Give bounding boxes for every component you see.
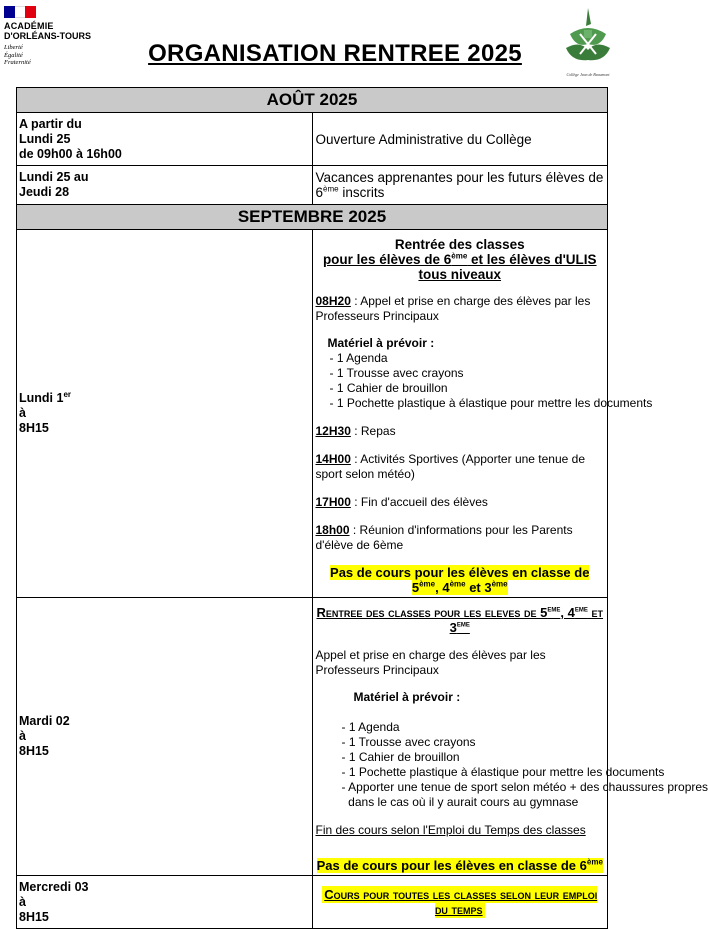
materiel-heading: Matériel à prévoir : [327, 336, 435, 350]
date-cell [17, 166, 313, 205]
list-item: - 1 Trousse avec crayons [341, 735, 476, 749]
schedule-line: 18h00 : Réunion d'informations pour les Parents d'élève de 6ème [315, 523, 573, 552]
desc-sup: ème [323, 184, 339, 194]
table-row [17, 876, 608, 929]
list-item: - 1 Trousse avec crayons [329, 366, 464, 380]
month-heading-september: SEPTEMBRE 2025 [17, 205, 608, 230]
academy-logo [4, 4, 122, 74]
materiel-heading: Matériel à prévoir : [353, 690, 461, 704]
date-line: Mercredi 03 [19, 879, 89, 894]
wednesday-note: Cours pour toutes les classes selon leur emploi du temps [324, 887, 598, 917]
schedule-line: 17H00 : Fin d'accueil des élèves [315, 495, 488, 509]
table-row [17, 113, 608, 166]
desc-text: Vacances apprenantes pour les futurs élèves de 6 [315, 170, 604, 200]
tuesday-title: Rentree des classes pour les eleves de 5eme, 4eme et 3eme [316, 604, 604, 635]
tuesday-end: Fin des cours selon l'Emploi du Temps des classes [315, 823, 586, 837]
schedule-line: 08H20 : Appel et prise en charge des élèves par les Professeurs Principaux [315, 294, 591, 323]
date-line: à [19, 729, 26, 743]
date-line: Lundi 25 [19, 131, 71, 146]
event-description: Ouverture Administrative du Collège [312, 113, 608, 166]
materiel-list [316, 720, 708, 810]
schedule-table [16, 87, 708, 929]
date-cell [17, 876, 313, 929]
motto-egalite: Égalité [4, 51, 23, 59]
date-line: A partir du [19, 116, 82, 131]
monday-note: Pas de cours pour les élèves en classe de 5ème, 4ème et 3ème [330, 565, 590, 595]
college-emblem-icon [560, 4, 616, 82]
motto-fraternite: Fraternité [4, 59, 31, 66]
date-line: Jeudi 28 [19, 185, 70, 199]
table-row [17, 230, 608, 598]
month-heading-august: AOÛT 2025 [17, 88, 608, 113]
date-line: à [19, 406, 26, 420]
monday-title: Rentrée des classes [394, 237, 525, 252]
college-logo-caption: Collège Jean de Beaumont [566, 72, 610, 77]
schedule-line: 12H30 : Repas [315, 424, 396, 438]
republic-motto [4, 44, 31, 67]
date-cell [17, 598, 313, 876]
date-line: Lundi 25 au [19, 170, 89, 184]
page-title: ORGANISATION RENTREE 2025 [148, 40, 522, 67]
list-item: - 1 Pochette plastique à élastique pour mettre les documents [341, 765, 665, 779]
desc-text: inscrits [338, 185, 385, 200]
monday-details [312, 230, 653, 598]
monday-subtitle: pour les élèves de 6ème et les élèves d'ULIS tous niveaux [322, 251, 597, 282]
date-line: à [19, 894, 26, 909]
table-row [17, 166, 608, 205]
date-line: 8H15 [19, 744, 49, 758]
materiel-list [316, 351, 653, 411]
date-cell [17, 113, 313, 166]
table-row [17, 598, 608, 876]
college-logo [560, 4, 616, 82]
date-line: Lundi 1er [19, 389, 72, 405]
list-item: - 1 Cahier de brouillon [341, 750, 460, 764]
list-item: dans le cas où il y aurait cours au gymnase [341, 795, 579, 809]
date-line: Mardi 02 [19, 714, 70, 728]
list-item: - 1 Pochette plastique à élastique pour mettre les documents [329, 396, 653, 410]
tuesday-note: Pas de cours pour les élèves en classe de 6ème [316, 857, 603, 873]
event-description [312, 166, 608, 205]
french-flag-icon [4, 6, 36, 18]
date-line: de 09h00 à 16h00 [19, 146, 122, 161]
list-item: - 1 Cahier de brouillon [329, 381, 448, 395]
academy-name-line2: D'ORLÉANS-TOURS [4, 31, 91, 41]
tuesday-appel: Appel et prise en charge des élèves par les Professeurs Principaux [315, 648, 546, 677]
date-line: 8H15 [19, 421, 49, 435]
schedule-line: 14H00 : Activités Sportives (Apporter une tenue de sport selon météo) [315, 452, 586, 481]
list-item: - 1 Agenda [341, 720, 400, 734]
list-item: - Apporter une tenue de sport selon météo + des chaussures propres [341, 780, 708, 794]
date-line: 8H15 [19, 909, 49, 924]
tuesday-details [312, 598, 708, 876]
wednesday-details [312, 876, 608, 929]
date-cell [17, 230, 313, 598]
academy-name-line1: ACADÉMIE [4, 21, 54, 31]
motto-liberte: Liberté [4, 44, 23, 51]
list-item: - 1 Agenda [329, 351, 388, 365]
